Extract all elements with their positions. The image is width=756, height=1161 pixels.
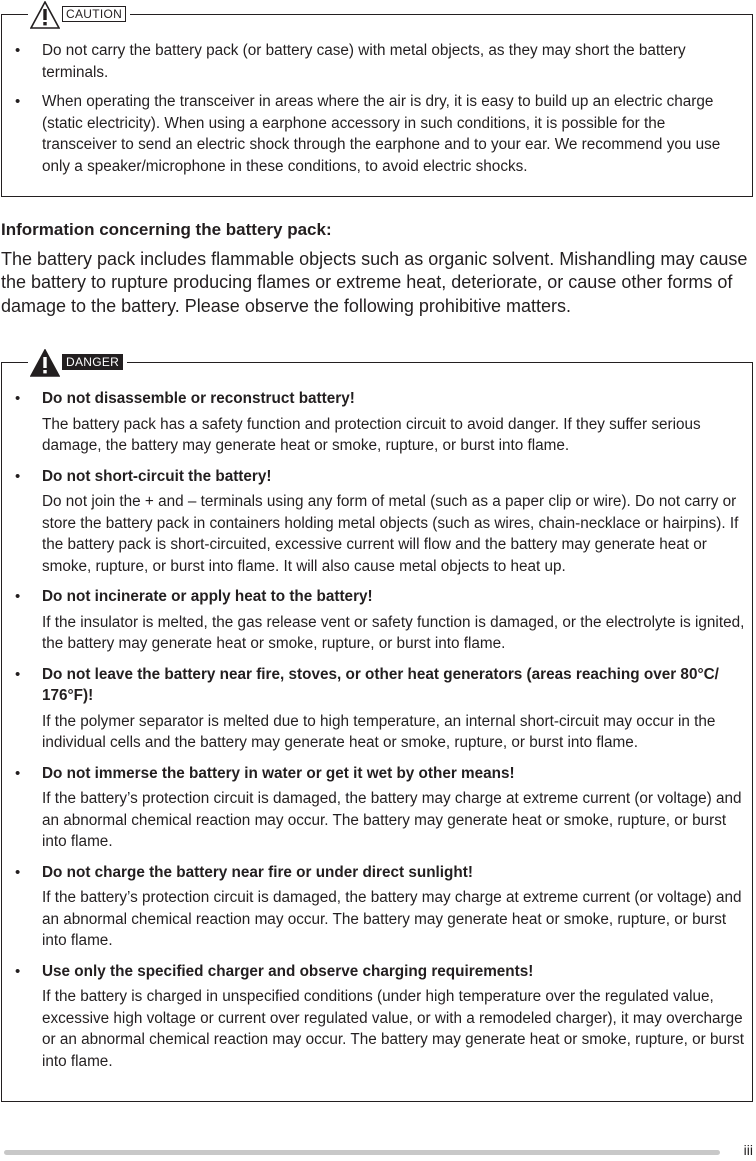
danger-box xyxy=(1,355,753,1102)
danger-item-title: Do not short-circuit the battery! xyxy=(42,467,272,485)
caution-list xyxy=(2,40,752,178)
bullet-icon: • xyxy=(15,42,21,59)
danger-item xyxy=(2,586,752,655)
danger-triangle-icon xyxy=(30,349,60,377)
danger-item-body: If the insulator is melted, the gas release vent or safety function is damaged, or the electrolyte is ignited, the battery may generate heat or smoke, rupture, or burst into flame. xyxy=(42,613,745,652)
danger-item-title: Use only the specified charger and observe charging requirements! xyxy=(42,962,534,980)
danger-item-title: Do not incinerate or apply heat to the battery! xyxy=(42,588,373,605)
danger-item-title: Do not charge the battery near fire or under direct sunlight! xyxy=(42,863,473,881)
danger-item xyxy=(2,763,752,853)
bullet-icon: • xyxy=(15,665,21,683)
caution-label: CAUTION xyxy=(62,6,126,22)
danger-item-title: Do not leave the battery near fire, stoves, or other heat generators (areas reaching over 80°C/ 176°F)! xyxy=(42,665,719,704)
danger-label: DANGER xyxy=(62,354,123,370)
danger-item xyxy=(2,961,752,1073)
caution-item xyxy=(2,91,752,177)
bullet-icon: • xyxy=(15,588,21,605)
danger-item xyxy=(2,664,752,754)
danger-item xyxy=(2,388,752,457)
danger-item xyxy=(2,466,752,578)
danger-badge xyxy=(28,349,127,377)
footer-divider xyxy=(4,1150,720,1155)
bullet-icon: • xyxy=(15,764,21,782)
danger-item-body: If the battery’s protection circuit is damaged, the battery may charge at extreme current (or voltage) and an abnormal chemical reaction may occur. The battery may generate heat or smoke, rupture, or burst into flame. xyxy=(42,790,742,850)
danger-list xyxy=(2,388,752,1072)
caution-box xyxy=(1,7,753,197)
section-heading: Information concerning the battery pack: xyxy=(1,220,332,239)
danger-item-body: Do not join the + and – terminals using any form of metal (such as a paper clip or wire). Do not carry or store the battery pack in containers holding metal objects (such as wires, chain-necklace or hairpins). If the battery pack is short-circuited, excessive current will flow and the battery may generate heat or smoke, rupture, or burst into flame. It will also cause metal objects to heat up. xyxy=(42,493,739,575)
section-intro: The battery pack includes flammable objects such as organic solvent. Mishandling may cause the battery to rupture producing flames or extreme heat, deteriorate, or cause other forms of damage to the battery. Please observe the following prohibitive matters. xyxy=(1,249,748,316)
danger-item-body: If the battery is charged in unspecified conditions (under high temperature over the regulated value, excessive high voltage or current over regulated value, or with a remodeled charger), it may overcharge or an abnormal chemical reaction may occur. The battery may generate heat or smoke, rupture, or burst into flame. xyxy=(42,988,745,1070)
bullet-icon: • xyxy=(15,467,21,485)
caution-text: Do not carry the battery pack (or battery case) with metal objects, as they may short the battery terminals. xyxy=(42,42,686,81)
bullet-icon: • xyxy=(15,863,21,881)
page-number: iii xyxy=(743,1142,753,1158)
danger-item-body: If the battery’s protection circuit is damaged, the battery may charge at extreme current (or voltage) and an abnormal chemical reaction may occur. The battery may generate heat or smoke, rupture, or burst into flame. xyxy=(42,889,742,949)
caution-badge xyxy=(28,1,130,29)
danger-item-title: Do not disassemble or reconstruct battery! xyxy=(42,390,355,407)
caution-item xyxy=(2,40,752,83)
bullet-icon: • xyxy=(15,93,21,111)
bullet-icon: • xyxy=(15,390,21,407)
warning-triangle-icon xyxy=(30,1,60,29)
bullet-icon: • xyxy=(15,962,21,980)
danger-item-body: The battery pack has a safety function and protection circuit to avoid danger. If they suffer serious damage, the battery may generate heat or smoke, rupture, or burst into flame. xyxy=(42,415,701,454)
danger-item xyxy=(2,862,752,952)
danger-item-title: Do not immerse the battery in water or get it wet by other means! xyxy=(42,764,515,782)
danger-item-body: If the polymer separator is melted due to high temperature, an internal short-circuit may occur in the individual cells and the battery may generate heat or smoke, rupture, or burst into flame. xyxy=(42,712,716,751)
caution-text: When operating the transceiver in areas where the air is dry, it is easy to build up an electric charge (static electricity). When using a earphone accessory in such conditions, it is possible for the transceiver to send an electric shock through the earphone and to your ear. We recommend you use only a speaker/microphone in these conditions, to avoid electric shocks. xyxy=(42,93,721,175)
